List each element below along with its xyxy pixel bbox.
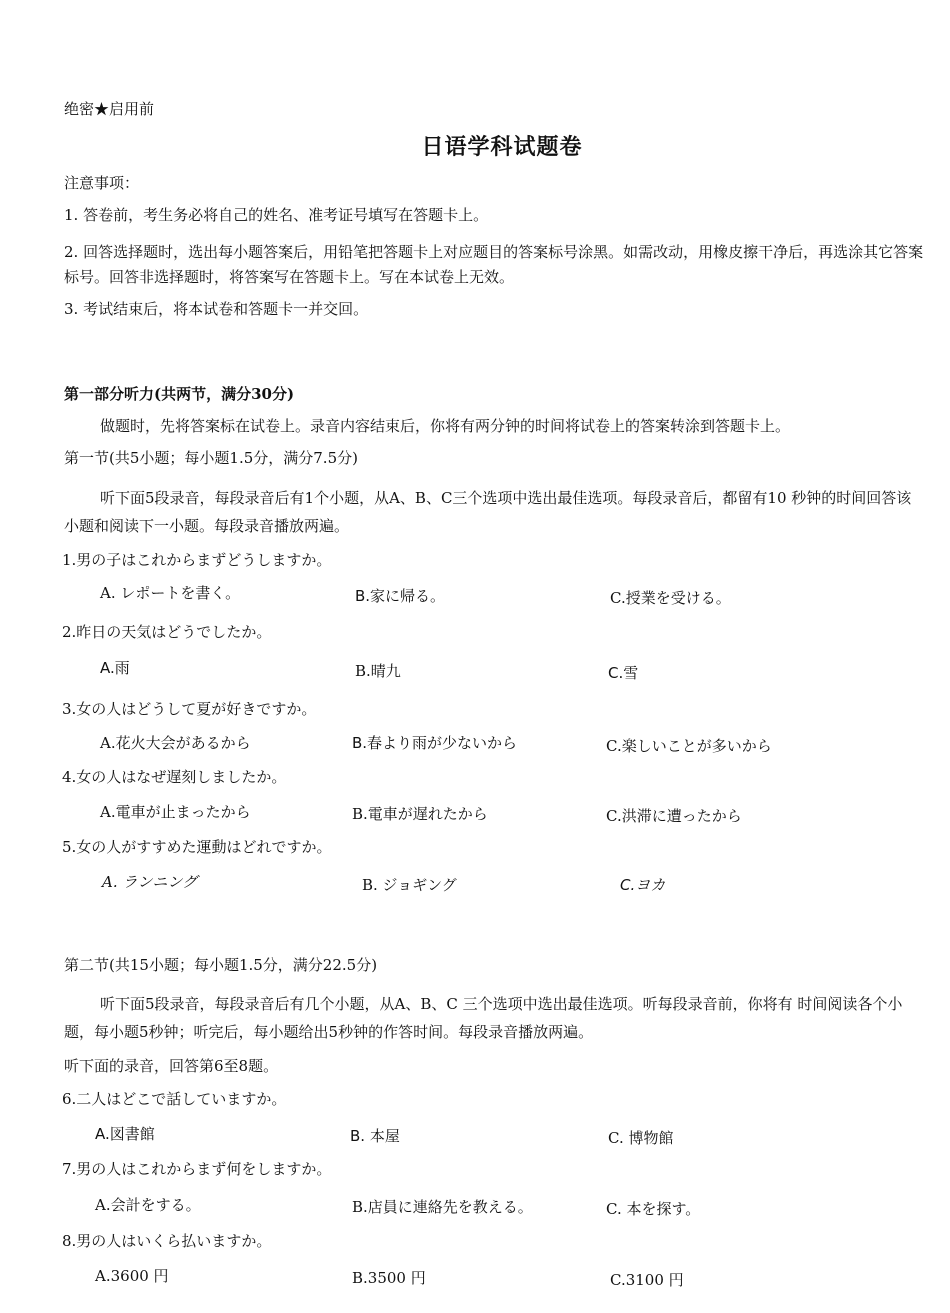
question-3-option-a: A.花火大会があるから	[100, 734, 251, 752]
question-1-option-c: C.授業を受ける。	[610, 589, 731, 607]
question-3-option-b: B.春より雨が少ないから	[352, 734, 518, 752]
notice-heading: 注意事项：	[64, 174, 140, 192]
question-2-option-b: B.晴九	[355, 662, 401, 680]
question-2: 2.昨日の天気はどうでしたか。	[62, 623, 272, 641]
section1-heading: 第一节(共5小题；每小题1.5分，满分7.5分)	[64, 449, 358, 467]
question-1: 1.男の子はこれからまずどうしますか。	[62, 551, 332, 569]
question-1-option-b: B.家に帰る。	[355, 587, 446, 605]
question-6-option-b: B. 本屋	[350, 1127, 400, 1145]
question-4-option-c: C.洪滞に遭ったから	[606, 807, 742, 825]
question-3-option-c: C.楽しいことが多いから	[606, 737, 772, 755]
question-5-option-a: A. ランニング	[102, 873, 198, 891]
question-7-option-a: A.会計をする。	[95, 1196, 201, 1214]
section2-subheading: 听下面的录音，回答第6至8题。	[64, 1057, 279, 1075]
question-8-option-a: A.3600 円	[95, 1267, 169, 1285]
question-7-option-c: C. 本を探す。	[606, 1200, 701, 1218]
question-7-option-b: B.店員に連絡先を教える。	[352, 1198, 533, 1216]
question-4-option-b: B.電車が遅れたから	[352, 805, 488, 823]
section1-instruction: 听下面5段录音，每段录音后有1个小题，从A、B、C三个选项中选出最佳选项。每段录音后，都留有10 秒钟的时间回答该小题和阅读下一小题。每段录音播放两遍。	[64, 489, 912, 535]
question-4-option-a: A.電車が止まったから	[100, 803, 251, 821]
question-2-option-c: C.雪	[608, 664, 639, 682]
question-8-option-c: C.3100 円	[610, 1271, 684, 1289]
notice-item-1: 1. 答卷前，考生务必将自己的姓名、准考证号填写在答题卡上。	[64, 206, 489, 224]
part1-instruction: 做题时，先将答案标在试卷上。录音内容结束后，你将有两分钟的时间将试卷上的答案转涂到答题卡上。	[100, 417, 791, 435]
question-8-option-b: B.3500 円	[352, 1269, 426, 1287]
question-6: 6.二人はどこで話していますか。	[62, 1090, 287, 1108]
question-6-option-a: A.図書館	[95, 1125, 155, 1143]
question-5: 5.女の人がすすめた運動はどれですか。	[62, 838, 332, 856]
section2-instruction: 听下面5段录音，每段录音后有几个小题，从A、B、C 三个选项中选出最佳选项。听每段录音前，你将有 时间阅读各个小题，每小题5秒钟；听完后，每小题给出5秒钟的作答时间。每段录音播放两遍。	[64, 995, 903, 1041]
notice-item-3: 3. 考试结束后，将本试卷和答题卡一并交回。	[64, 300, 369, 318]
question-8: 8.男の人はいくら払いますか。	[62, 1232, 272, 1250]
question-1-option-a: A. レポートを書く。	[100, 584, 241, 602]
question-5-option-b: B. ジョギング	[362, 876, 457, 894]
question-6-option-c: C. 博物館	[608, 1129, 674, 1147]
confidential-label: 绝密★启用前	[64, 100, 155, 118]
question-3: 3.女の人はどうして夏が好きですか。	[62, 700, 317, 718]
question-5-option-c: C.ヨカ	[620, 876, 666, 894]
question-2-option-a: A.雨	[100, 659, 130, 677]
question-7: 7.男の人はこれからまず何をしますか。	[62, 1160, 332, 1178]
section2-heading: 第二节(共15小题；每小题1.5分，满分22.5分)	[64, 956, 378, 974]
part1-heading: 第一部分听力(共两节，满分30分)	[64, 385, 295, 403]
notice-item-2: 2. 回答选择题时，选出每小题答案后，用铅笔把答题卡上对应题目的答案标号涂黑。如需改动，用橡皮擦干净后，再选涂其它答案标号。回答非选择题时，将答案写在答题卡上。写在本试卷上无效。	[64, 243, 924, 286]
exam-title: 日语学科试题卷	[421, 134, 583, 160]
question-4: 4.女の人はなぜ遅刻しましたか。	[62, 768, 287, 786]
